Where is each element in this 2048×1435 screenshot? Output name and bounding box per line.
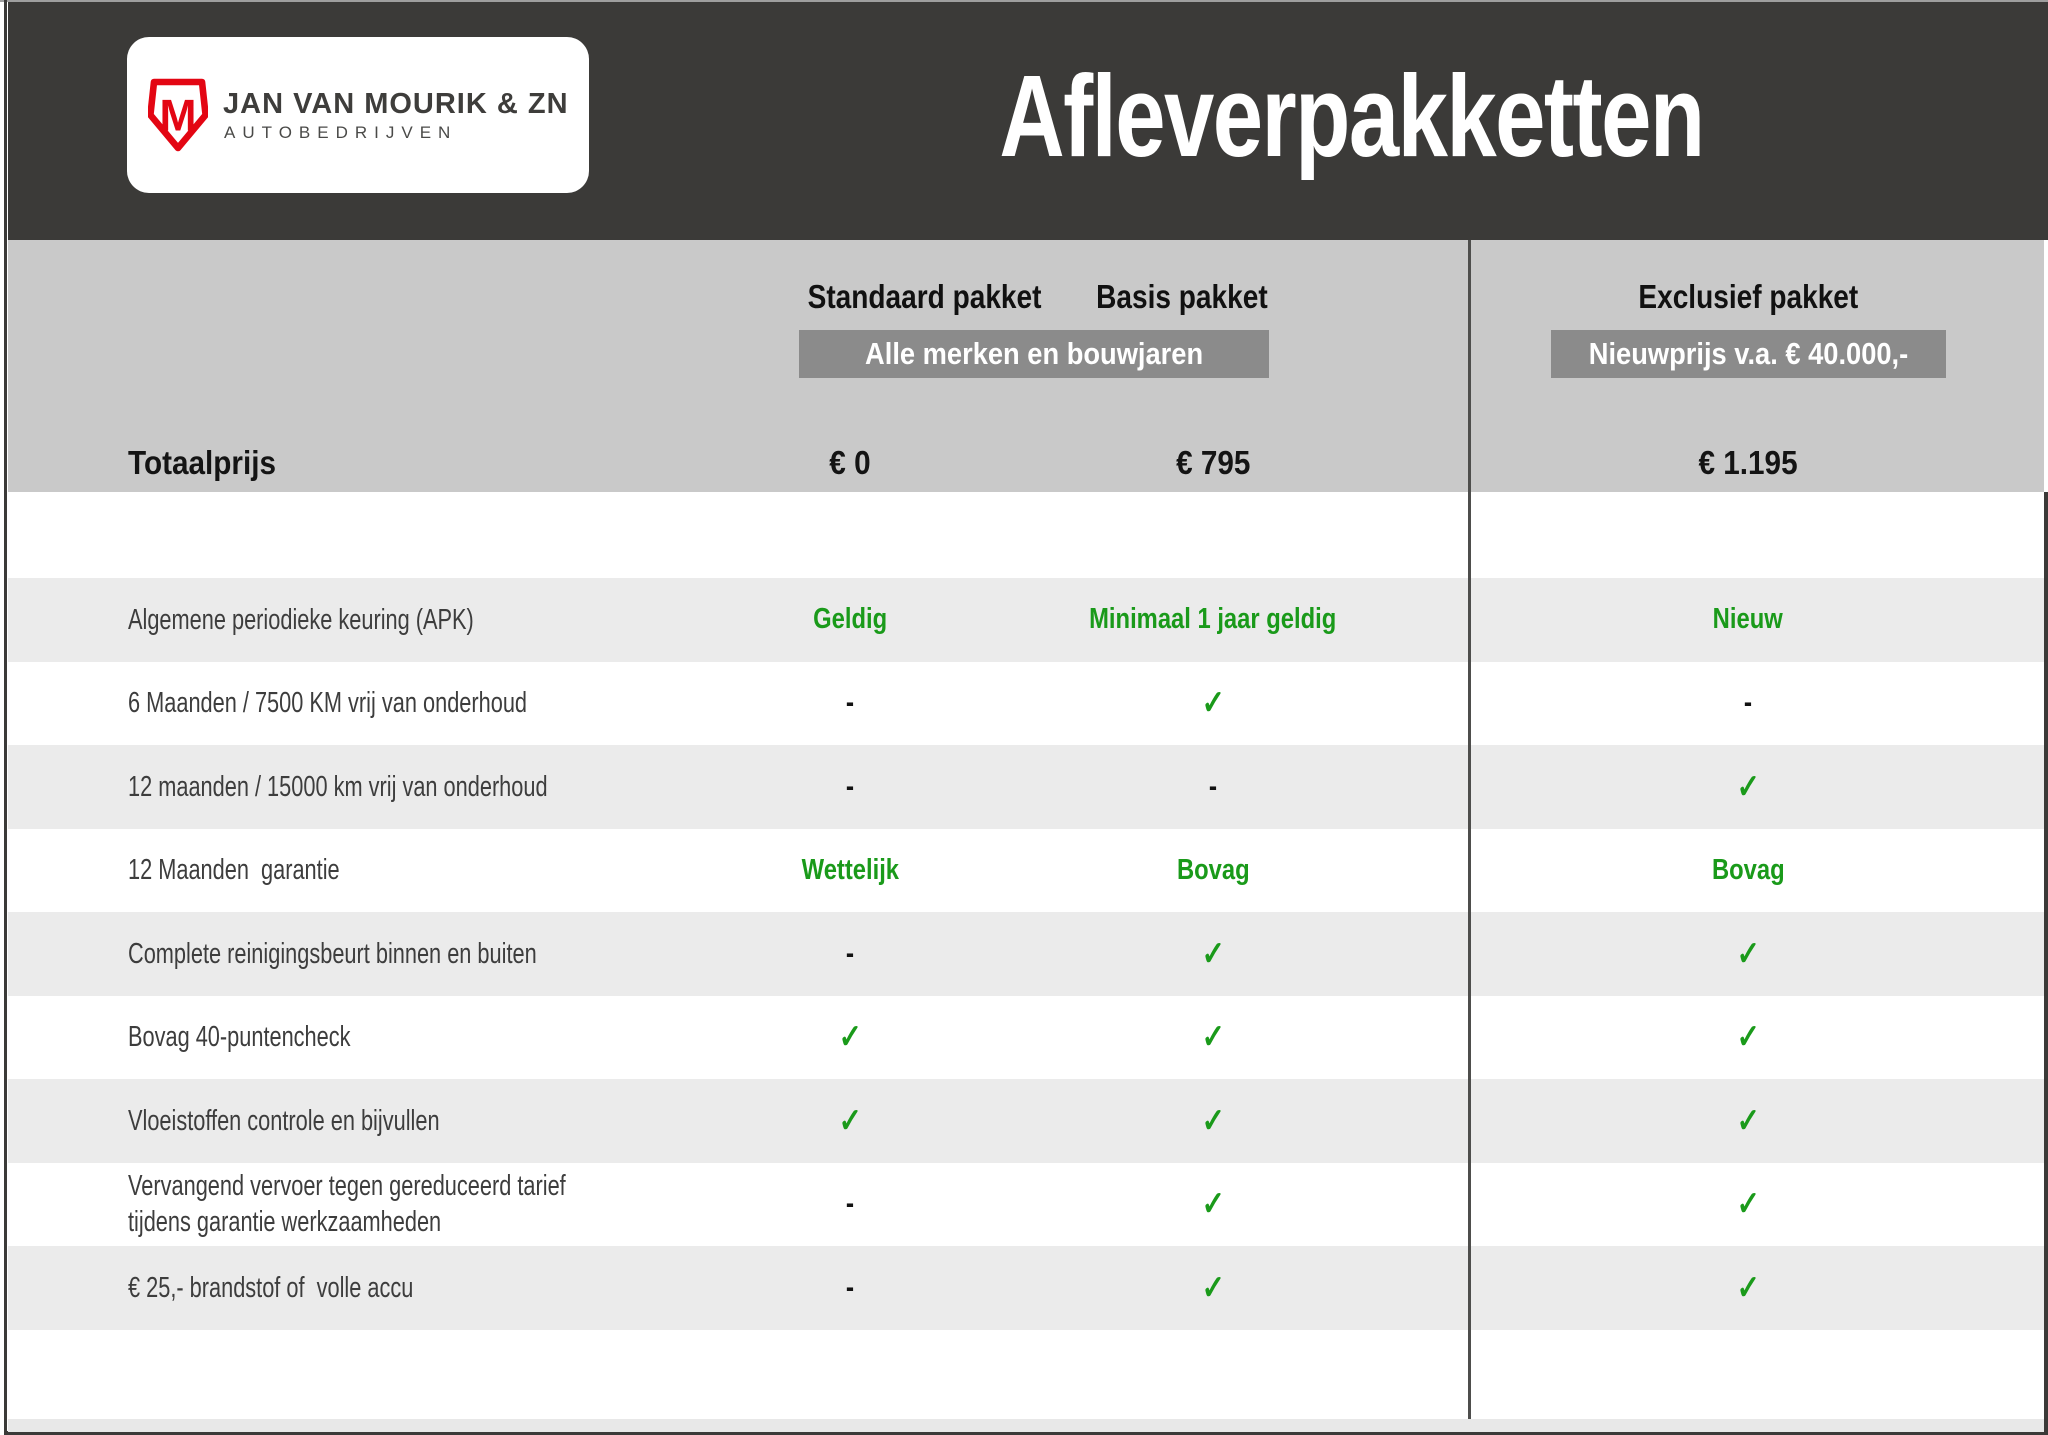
table-row [8, 745, 2044, 829]
check-icon: ✓ [1736, 1185, 1760, 1224]
dash-mark: - [845, 1187, 855, 1221]
table-row [8, 662, 2044, 746]
bottom-bar [8, 1419, 2044, 1432]
feature-label: 12 Maanden garantie [128, 854, 340, 887]
check-icon: ✓ [1736, 1018, 1760, 1057]
badge-alle-merken: Alle merken en bouwjaren [799, 330, 1269, 378]
feature-label: Vloeistoffen controle en bijvullen [128, 1104, 440, 1137]
cell-text: Wettelijk [801, 853, 899, 886]
check-icon: ✓ [1736, 767, 1760, 806]
check-icon: ✓ [1201, 1185, 1225, 1224]
cell-text: Minimaal 1 jaar geldig [1089, 603, 1337, 636]
feature-label: Complete reinigingsbeurt binnen en buiten [128, 937, 537, 970]
brand-shield-icon [148, 77, 208, 153]
dash-mark: - [1208, 769, 1218, 803]
page-title: Afleverpakketten [999, 51, 1704, 181]
table-row [8, 996, 2044, 1080]
check-icon: ✓ [1201, 684, 1225, 723]
cell-text: Bovag [1176, 853, 1250, 886]
price-exclusief: € 1.195 [1698, 444, 1798, 481]
check-icon: ✓ [838, 1101, 862, 1140]
check-icon: ✓ [1201, 1018, 1225, 1057]
brand-division: AUTOBEDRIJVEN [224, 123, 458, 142]
dash-mark: - [845, 686, 855, 720]
table-row [8, 829, 2044, 913]
exclusief-column-divider [1468, 240, 1471, 1431]
table-row [8, 578, 2044, 662]
table-row [8, 912, 2044, 996]
table-row [8, 1246, 2044, 1330]
feature-label: 12 maanden / 15000 km vrij van onderhoud [128, 770, 548, 803]
check-icon: ✓ [1201, 1268, 1225, 1307]
cell-text: Geldig [812, 603, 887, 636]
dash-mark: - [845, 769, 855, 803]
dash-mark: - [845, 1270, 855, 1304]
feature-label: € 25,- brandstof of volle accu [128, 1271, 414, 1304]
column-header-exclusief: Exclusief pakket [1638, 278, 1858, 315]
feature-label: Vervangend vervoer tegen gereduceerd tarief tijdens garantie werkzaamheden [128, 1170, 572, 1239]
column-header-basis: Basis pakket [1096, 278, 1268, 315]
check-icon: ✓ [1736, 1101, 1760, 1140]
page-right-border [2044, 492, 2048, 1435]
dash-mark: - [1743, 686, 1753, 720]
column-header-standaard: Standaard pakket [808, 278, 1042, 315]
dash-mark: - [845, 936, 855, 970]
check-icon: ✓ [838, 1018, 862, 1057]
feature-rows [8, 578, 2044, 1330]
brand-name: JAN VAN MOURIK & ZN [223, 88, 569, 120]
cell-text: Nieuw [1712, 603, 1784, 636]
table-row [8, 1163, 2044, 1247]
check-icon: ✓ [1736, 1268, 1760, 1307]
feature-label: Algemene periodieke keuring (APK) [128, 603, 474, 636]
check-icon: ✓ [1736, 934, 1760, 973]
cell-text: Bovag [1711, 853, 1785, 886]
check-icon: ✓ [1201, 1101, 1225, 1140]
page-left-border [4, 0, 7, 1435]
logo-card [127, 37, 589, 193]
svg-text:M: M [159, 91, 197, 141]
feature-label: Bovag 40-puntencheck [128, 1021, 351, 1054]
check-icon: ✓ [1201, 934, 1225, 973]
totals-label: Totaalprijs [128, 444, 276, 481]
feature-label: 6 Maanden / 7500 KM vrij van onderhoud [128, 687, 528, 720]
price-standaard: € 0 [829, 444, 871, 481]
table-row [8, 1079, 2044, 1163]
badge-nieuwprijs: Nieuwprijs v.a. € 40.000,- [1551, 330, 1946, 378]
header-banner [8, 2, 2048, 240]
price-basis: € 795 [1175, 444, 1251, 481]
